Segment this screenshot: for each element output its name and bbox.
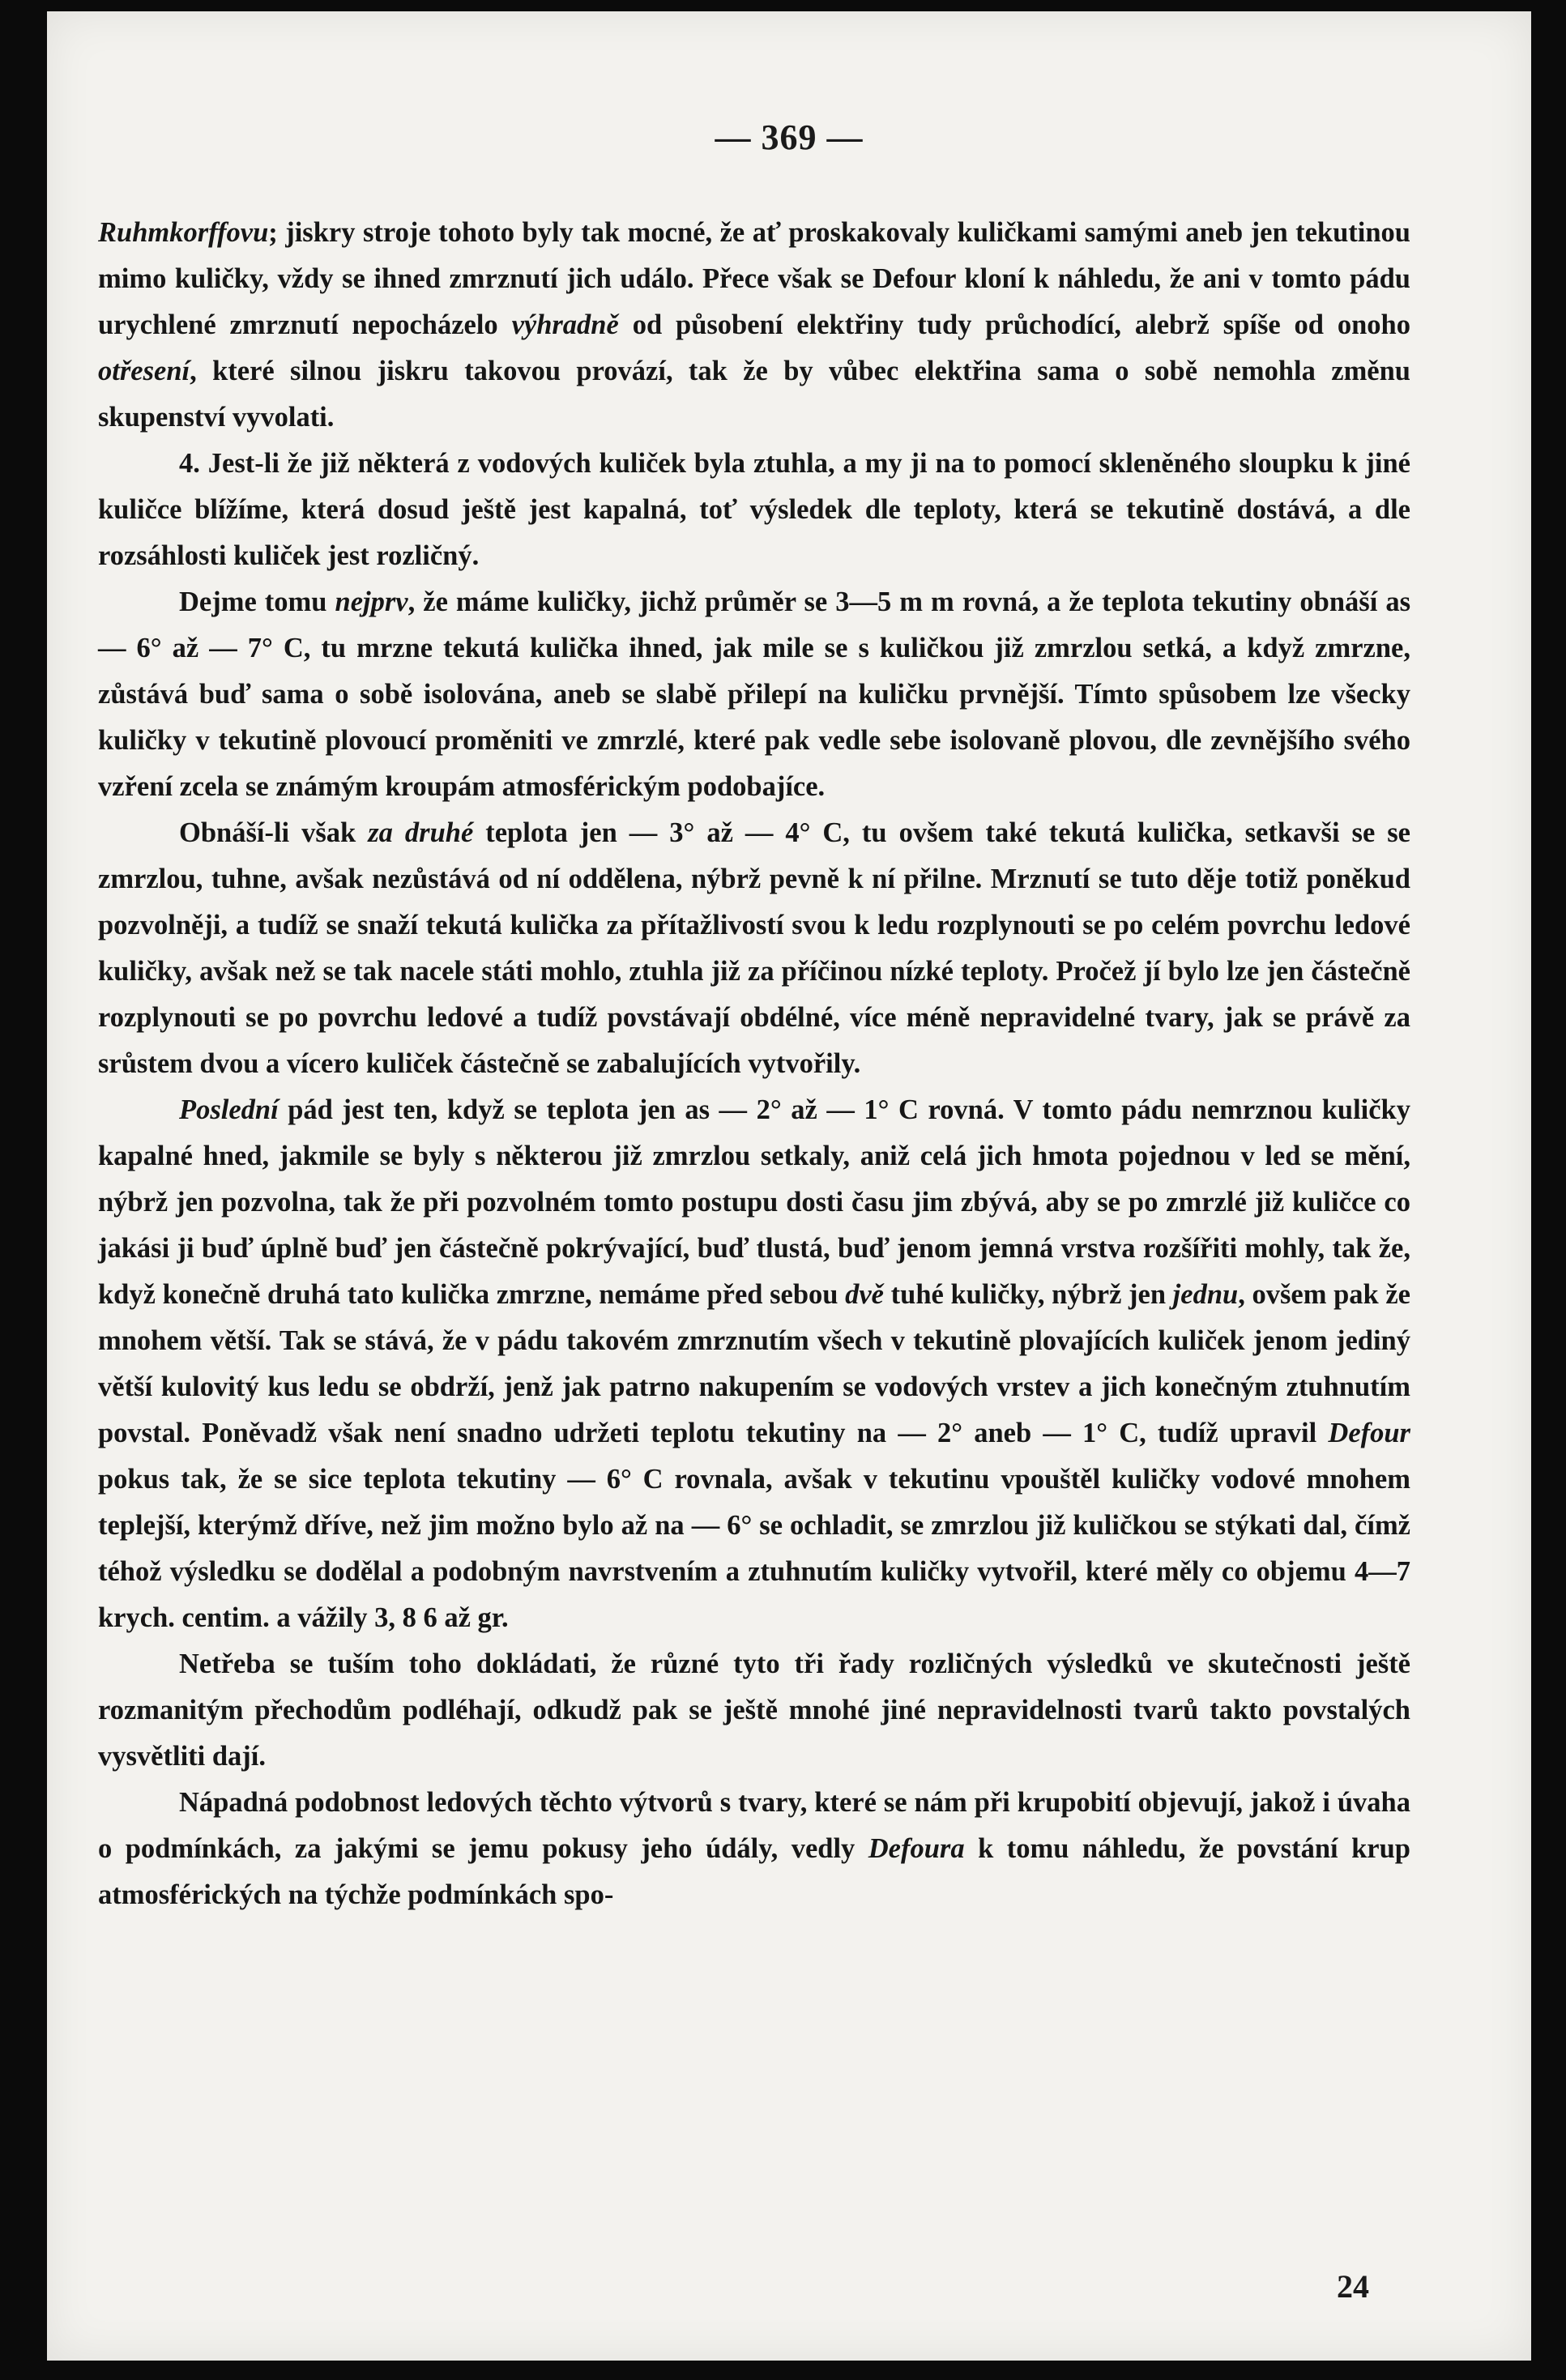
paragraph-2: [98, 441, 1410, 579]
paragraph-1: [98, 210, 1410, 441]
book-page: [47, 11, 1531, 2361]
text-run: pokus tak, že se sice teplota tekutiny — 6° C rovnala, avšak v tekutinu vpouštěl kuličky vodové mnohem teplejší, kterýmž dříve, než jim možno bylo až na — 6° se ochladit, se zmrzlou již kuličkou se stýkati dal, čímž téhož výsledku se dodělal a podobným navrstvením a ztuhnutím kuličky vytvořil, které měly co objemu 4—7 krych. centim. a vážily 3, 8 6 až gr.: [98, 1464, 1410, 1633]
italic-name: Defour: [1328, 1418, 1410, 1448]
page-number: — 369 —: [715, 117, 864, 157]
italic-word: jednu: [1172, 1279, 1239, 1310]
text-run: Netřeba se tuším toho dokládati, že různé tyto tři řady rozličných výsledků ve skutečnosti ještě rozmanitým přechodům podléhají, odkudž pak se ještě mnohé jiné nepravidelnosti tvarů takto povstalých vysvětliti dají.: [98, 1649, 1410, 1772]
text-run: k tomu náhledu, že povstání krup atmosférických na týchže podmínkách spo-: [98, 1833, 1410, 1910]
text-run: , že máme kuličky, jichž průměr se 3—5 m m rovná, a že teplota tekutiny obnáší as — 6° až — 7° C, tu mrzne tekutá kulička ihned, jak mile se s kuličkou již zmrzlou setká, a když zmrzne, zůstává buď sama o sobě isolována, aneb se slabě přilepí na kuličku prvnější. Tímto spůsobem lze všecky kuličky v tekutině plovoucí proměniti ve zmrzlé, které pak vedle sebe isolovaně plovou, dle zevnějšího svého vzření zcela se známým kroupám atmosférickým podobajíce.: [98, 586, 1410, 802]
text-run: Obnáší-li však: [179, 817, 369, 848]
text-run: , které silnou jiskru takovou provází, tak že by vůbec elektřina sama o sobě nemohla změnu skupenství vyvolati.: [98, 356, 1410, 433]
text-run: 4. Jest-li že již některá z vodových kuliček byla ztuhla, a my ji na to pomocí skleněného sloupku k jiné kuličce blížíme, která dosud ještě jest kapalná, toť výsledek dle teploty, která se tekutině dostává, a dle rozsáhlosti kuliček jest rozličný.: [98, 448, 1410, 571]
text-run: teplota jen — 3° až — 4° C, tu ovšem také tekutá kulička, setkavši se se zmrzlou, tuhne, avšak nezůstává od ní oddělena, nýbrž pevně k ní přilne. Mrznutí se tuto děje totiž poněkud pozvolněji, a tudíž se snaží tekutá kulička za přítažlivostí svou k ledu rozplynouti se po celém povrchu ledové kuličky, avšak než se tak nacele státi mohlo, ztuhla již za příčinou nízké teploty. Pročež jí bylo lze jen částečně rozplynouti se po povrchu ledové a tudíž povstávají obdélné, více méně nepravidelné tvary, jak se právě za srůstem dvou a vícero kuliček částečně se zabalujících vytvořily.: [98, 817, 1410, 1079]
italic-word: otřesení: [98, 356, 190, 386]
italic-word: dvě: [845, 1279, 884, 1310]
paragraph-4: [98, 810, 1410, 1087]
italic-word: výhradně: [511, 309, 619, 340]
italic-word: Poslední: [179, 1094, 279, 1125]
paragraph-5: [98, 1087, 1410, 1641]
paragraph-7: [98, 1780, 1410, 1918]
text-run: pád jest ten, když se teplota jen as — 2° až — 1° C rovná. V tomto pádu nemrznou kuličky kapalné hned, jakmile se byly s některou již zmrzlou setkaly, aniž celá jich hmota pojednou v led se mění, nýbrž jen pozvolna, tak že při pozvolném tomto postupu dosti času jim zbývá, aby se po zmrzlé již kuličce co jakási ji buď úplně buď jen částečně pokrývající, buď tlustá, buď jenom jemná vrstva rozšířiti mohly, tak že, když konečně druhá tato kulička zmrzne, nemáme před sebou: [98, 1094, 1410, 1310]
text-run: od působení elektřiny tudy průchodící, alebrž spíše od onoho: [618, 309, 1410, 340]
paragraph-6: [98, 1641, 1410, 1780]
italic-word: za druhé: [368, 817, 474, 848]
signature-mark: 24: [1337, 2268, 1369, 2305]
text-run: Dejme tomu: [179, 586, 335, 617]
italic-name: Ruhmkorffovu: [98, 217, 269, 248]
text-run: Nápadná podobnost ledových těchto výtvorů s tvary, které se nám při krupobití objevují, jakož i úvaha o podmínkách, za jakými se jemu pokusy jeho údály, vedly: [98, 1787, 1410, 1864]
text-run: tuhé kuličky, nýbrž jen: [884, 1279, 1173, 1310]
text-body: [98, 210, 1410, 1918]
italic-word: nejprv: [335, 586, 408, 617]
paragraph-3: [98, 579, 1410, 810]
text-run: , ovšem pak že mnohem větší. Tak se stává, že v pádu takovém zmrznutím všech v tekutině plovajících kuliček jenom jediný větší kulovitý kus ledu se obdrží, jenž jak patrno nakupením se vodových vrstev a jich konečným ztuhnutím povstal. Poněvadž však není snadno udržeti teplotu tekutiny na — 2° aneb — 1° C, tudíž upravil: [98, 1279, 1410, 1448]
text-run: ; jiskry stroje tohoto byly tak mocné, že ať proskakovaly kuličkami samými aneb jen tekutinou mimo kuličky, vždy se ihned zmrznutí jich událo. Přece však se Defour kloní k náhledu, že ani v tomto pádu urychlené zmrznutí nepocházelo: [98, 217, 1410, 340]
italic-name: Defoura: [868, 1833, 965, 1864]
